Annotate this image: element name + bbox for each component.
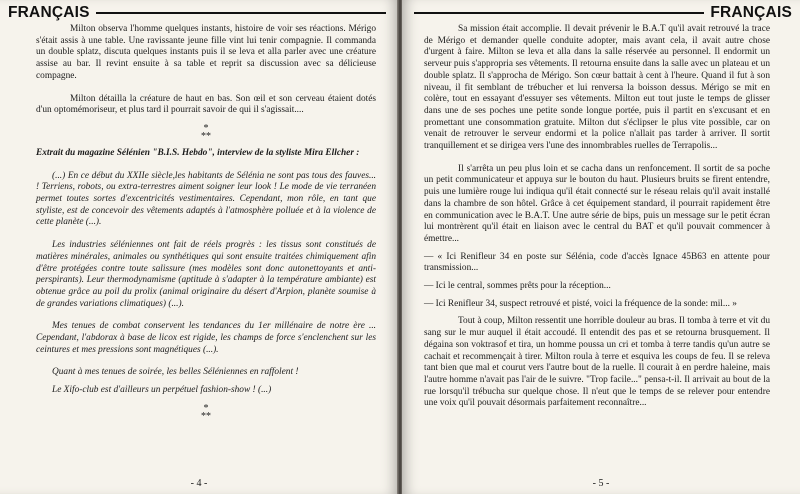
right-page [402, 0, 800, 494]
section-separator [36, 122, 376, 142]
left-page-header [8, 4, 392, 22]
right-header-rule [414, 12, 704, 14]
page-number: - 4 - [190, 478, 208, 489]
left-paragraph: Milton observa l'homme quelques instants, histoire de voir ses réactions. Mérigo s'était assis à une table. Une ravissante jeune fille vint lui tenir compagnie. Il commanda un double splatz, discuta quelques instants puis il se leva et alla parler avec une créature assise au bar. Il revint ensuite à sa table et reprit sa discussion avec sa délicieuse compagne. [36, 24, 376, 81]
left-header-rule [96, 12, 386, 14]
left-page [0, 0, 398, 494]
right-header-title: FRANÇAIS [710, 4, 792, 21]
page-number: - 5 - [592, 478, 610, 489]
right-page-header [408, 4, 792, 22]
right-paragraph: Tout à coup, Milton ressentit une horrible douleur au bras. Il tomba à terre et vit du sang sur le mur auquel il était accoudé. Il entendit des pas et se retourna brusquement. Il dégaina son voktrasof et tira, un homme poussa un cri et tomba à terre tandis qu'un autre se cachait et recommençait à tirer. Milton roula à terre et esquiva les coups de feu. Il se releva tant bien que mal et courut vers l'autre bout de la ruelle. Il courait à en perdre haleine, mais l'autre homme n'avait pas l'air de le suivre. "Trop facile..." pensa-t-il. Il arrivait au bout de la rue lorsqu'il trébucha sur quelque chose. Il n'eut que le temps de se relever pour entendre une voix qu'il pouvait désormais parfaitement reconnaître... [424, 316, 770, 409]
interview-paragraph: Quant à mes tenues de soirée, les belles Séléniennes en raffolent ! [52, 367, 299, 378]
dialogue-line: — Ici Renifleur 34, suspect retrouvé et pisté, voici la fréquence de la sonde: mil... » [424, 298, 737, 309]
section-separator [36, 402, 376, 422]
dialogue-line: — Ici le central, sommes prêts pour la réception... [424, 281, 611, 292]
separator-star: * [203, 122, 209, 134]
right-paragraph: Il s'arrêta un peu plus loin et se cacha dans un renfoncement. Il sortit de sa poche un petit communicateur et appuya sur le bouton du haut. Plusieurs bruits se firent entendre, puis une lumière rouge lui indiqua qu'il était connecté sur le réseau relais qu'il avait installé dans la chambre de son hôtel. Grâce à cet équipement standard, il pourrait rapidement être en communication avec le B.A.T. Une autre série de bips, puis un message sur le petit écran lui montrèrent qu'il était en liaison avec le central du BAT et qu'il pouvait commencer à émettre... [424, 163, 770, 244]
magazine-intro: Extrait du magazine Sélénien "B.I.S. Hebdo", interview de la styliste Mira Ellcher : [36, 147, 360, 158]
right-paragraph: Sa mission était accomplie. Il devait prévenir le B.A.T qu'il avait retrouvé la trace de Mérigo et demander quelle conduite adopter, mais avant cela, il avait autre chose d'urgent à faire. Milton se leva et alla dans la salle réservée au personnel. Il endormit un serveur puis s'appropria ses vêtements. Il retourna ensuite dans la salle avec un plateau et un double splatz. Il s'approcha de Mérigo. Son cœur battait à cent à l'heure. Quand il fut à son niveau, il fit semblant de trébucher et lui renversa la boisson dessus. Mérigo se mit en colère, tout en essayant d'essuyer ses vêtements. Milton eut tout juste le temps de glisser dans une de ses poches une petite sonde longue portée, puis il partit en s'excusant et en promettant une consommation gratuite. Milton dut s'éclipser le plus vite possible, car on venait de retrouver le serveur endormi et la police n'allait pas tarder à arriver. Il sortit tranquillement et se dirigea vers l'une des innombrables ruelles de Terrapolis... [424, 24, 770, 152]
separator-stars: ** [201, 130, 211, 142]
interview-paragraph: Le Xifo-club est d'ailleurs un perpétuel fashion-show ! (...) [52, 385, 272, 396]
interview-paragraph: (...) En ce début du XXIIe siècle,les habitants de Sélénia ne sont pas tous des fauves... ! Terriens, robots, ou extra-terrestres aiment soigner leur look ! Le mode de vie terranéen permet toutes sortes d'excentricités vestimentaires. Cependant, mon rôle, en tant que styliste, est de concevoir des vêtements adaptés à l'atmosphère polluée et à la violence de cette planète (...). [36, 170, 376, 228]
left-header-title: FRANÇAIS [8, 4, 90, 21]
right-page-content [424, 24, 770, 410]
interview-paragraph: Les industries séléniennes ont fait de réels progrès : les tissus sont constitués de matières minérales, animales ou synthétiques qui sont ensuite traitées chimiquement afin d'être protégées contre toute salissure (mes modèles sont donc autonettoyants et anti-perspirants). Leur thermodynamisme (aptitude à s'adapter à la température ambiante) est obtenue grâce au poil du prolix (animal originaire du désert d'Arpion, planète soumise à de grandes variations climatiques) (...). [36, 240, 376, 309]
left-page-content [36, 24, 376, 428]
separator-stars: ** [201, 410, 211, 422]
left-paragraph: Milton détailla la créature de haut en bas. Son œil et son cerveau étaient dotés d'un optomémoriseur, et plus tard il pourrait savoir de qui il s'agissait.... [36, 93, 376, 116]
interview-paragraph: Mes tenues de combat conservent les tendances du 1er millénaire de notre ère ... Cependant, l'abdorax à base de licox est rigide, les champs de force s'enclenchent sur les ceintures et mes pressions sont magnétiques (...). [36, 321, 376, 355]
separator-star: * [203, 402, 209, 414]
dialogue-line: — « Ici Renifleur 34 en poste sur Sélénia, code d'accès Ignace 45B63 en attente pour transmission... [424, 251, 770, 274]
